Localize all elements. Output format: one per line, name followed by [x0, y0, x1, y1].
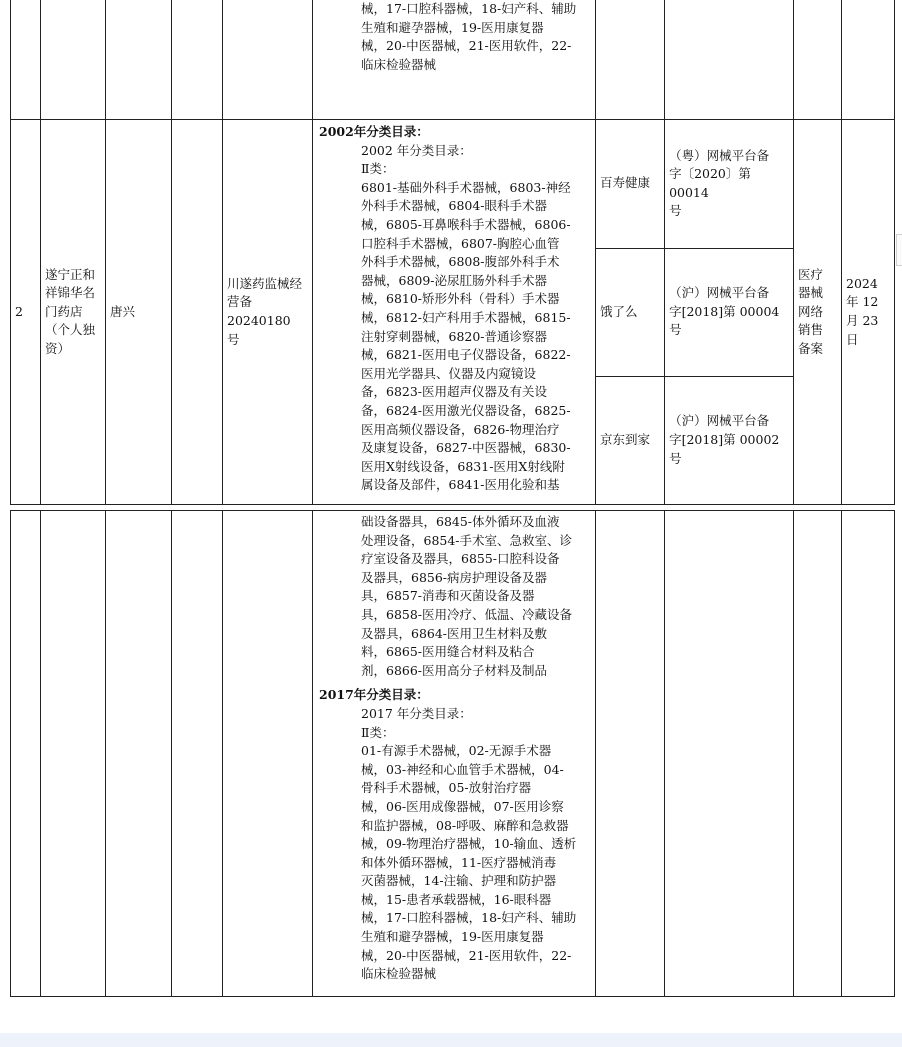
- text-line: 剂，6866-医用高分子材料及制品: [361, 662, 548, 678]
- text-line: 器械: [798, 285, 824, 301]
- record-table-page-1: [10, 0, 895, 505]
- text-line: 械，6805-耳鼻喉科手术器械，6806-: [361, 216, 571, 232]
- license-cell: [223, 511, 313, 997]
- license-number: [227, 275, 308, 349]
- text-line: 营备20240180: [227, 294, 291, 328]
- heading-2002: 2002年分类目录：: [319, 124, 429, 139]
- text-line: 2002 年分类目录：: [361, 142, 472, 158]
- text-line: 号: [669, 203, 682, 219]
- text-line: 日: [846, 331, 859, 347]
- platform-record: [665, 120, 793, 248]
- person-cell: [106, 0, 172, 120]
- platform-row: [596, 248, 793, 376]
- text-line: 医用光学器具、仪器及内窥镜设: [361, 365, 537, 381]
- text-line: 械，17-口腔科器械，18-妇产科、辅助: [361, 1, 577, 16]
- category-lines-2017: [313, 705, 595, 984]
- date-cell: [842, 0, 895, 120]
- text-line: 外科手术器械，6808-腹部外科手术: [361, 254, 560, 270]
- text-line: 销售: [798, 322, 824, 338]
- blank-cell: [172, 511, 223, 997]
- text-line: （粤）网械平台备: [669, 147, 770, 163]
- business-type: [798, 266, 837, 359]
- blank-cell: [172, 120, 223, 505]
- text-line: 器械，6809-泌尿肛肠外科手术器: [361, 272, 548, 288]
- text-line: 字〔2020〕第 00014: [669, 166, 751, 200]
- text-line: 及器具，6856-病房护理设备及器: [361, 569, 548, 585]
- text-line: 具，6858-医用冷疗、低温、冷藏设备: [361, 606, 573, 622]
- category-lines-2002-cont: [313, 513, 595, 680]
- text-line: 础设备器具，6845-体外循环及血液: [361, 514, 560, 529]
- index-cell: [11, 511, 41, 997]
- company-name: [45, 266, 101, 359]
- category-lines-2002: [313, 142, 595, 495]
- index-cell: [11, 0, 41, 120]
- table-row: [11, 120, 895, 505]
- platform-group: [596, 120, 794, 505]
- text-line: 医疗: [798, 266, 824, 282]
- text-line: 生殖和避孕器械，19-医用康复器: [361, 929, 544, 945]
- text-line: 号: [227, 331, 240, 347]
- text-line: 械，09-物理治疗器械，10-输血、透析: [361, 836, 577, 852]
- text-line: 具，6857-消毒和灭菌设备及器: [361, 588, 535, 604]
- text-line: 年 12: [846, 294, 879, 310]
- text-line: 注射穿刺器械，6820-普通诊察器: [361, 328, 548, 344]
- text-line: 及器具，6864-医用卫生材料及敷: [361, 625, 548, 641]
- text-line: 字[2018]第 00002: [669, 431, 780, 447]
- date-cell: [842, 120, 895, 505]
- index-cell: 2: [11, 120, 41, 505]
- platform-record: [665, 376, 793, 504]
- company-cell: [41, 120, 106, 505]
- text-line: 械，6821-医用电子仪器设备，6822-: [361, 347, 571, 363]
- text-line: 疗室设备及器具，6855-口腔科设备: [361, 551, 560, 567]
- text-line: 遂宁正和: [45, 266, 96, 282]
- record-date: [846, 275, 890, 349]
- text-line: 口腔科手术器械，6807-胸腔心血管: [361, 235, 560, 251]
- text-line: 备，6823-医用超声仪器及有关设: [361, 384, 548, 400]
- date-cell: [842, 511, 895, 997]
- text-line: 械，6812-妇产科用手术器械，6815-: [361, 309, 571, 325]
- text-line: 祥锦华名: [45, 285, 96, 301]
- text-line: 械，6810-矫形外科（骨科）手术器: [361, 291, 560, 307]
- text-line: 和体外循环器械，11-医疗器械消毒: [361, 854, 557, 870]
- text-line: 和监护器械，08-呼吸、麻醉和急救器: [361, 817, 569, 833]
- platform-name: 饿了么: [596, 248, 665, 376]
- side-scroll-tab[interactable]: [896, 234, 902, 266]
- text-line: 川遂药监械经: [227, 275, 303, 291]
- footer-band: [0, 1033, 902, 1047]
- text-line: 医用高频仪器设备，6826-物理治疗: [361, 421, 560, 437]
- text-line: 医用X射线设备，6831-医用X射线附: [361, 458, 565, 474]
- text-line: 资）: [45, 340, 71, 356]
- text-line: Ⅱ类：: [361, 161, 395, 177]
- text-line: 处理设备，6854-手术室、急救室、诊: [361, 532, 573, 548]
- platform-cell: [596, 511, 665, 997]
- text-line: 料，6865-医用缝合材料及粘合: [361, 644, 535, 660]
- text-line: 门药店: [45, 303, 83, 319]
- type-cell: [794, 511, 842, 997]
- text-line: Ⅱ类：: [361, 724, 395, 740]
- platform-name: 百寿健康: [596, 120, 665, 248]
- person-cell: [106, 511, 172, 997]
- text-line: 01-有源手术器械，02-无源手术器: [361, 743, 552, 759]
- text-line: 外科手术器械，6804-眼科手术器: [361, 198, 548, 214]
- type-cell: [794, 0, 842, 120]
- text-line: （沪）网械平台备: [669, 285, 770, 301]
- text-line: 临床检验器械: [361, 966, 437, 982]
- text-line: 及康复设备，6827-中医器械，6830-: [361, 440, 571, 456]
- text-line: 号: [669, 450, 682, 466]
- record-cell: [665, 511, 794, 997]
- text-line: 网络: [798, 303, 824, 319]
- blank-cell: [172, 0, 223, 120]
- category-lines: [313, 0, 595, 74]
- platform-row: [596, 376, 793, 504]
- person-cell: 唐兴: [106, 120, 172, 505]
- text-line: 械，15-患者承载器械，16-眼科器: [361, 891, 552, 907]
- platform-subtable: [596, 120, 793, 504]
- record-table-page-2: [10, 510, 895, 997]
- text-line: 2024: [846, 275, 878, 291]
- text-line: 灭菌器械，14-注输、护理和防护器: [361, 873, 557, 889]
- platform-cell: [596, 0, 665, 120]
- text-line: 属设备及部件，6841-医用化验和基: [361, 477, 560, 493]
- platform-row: [596, 120, 793, 248]
- text-line: 备案: [798, 340, 824, 356]
- text-line: （个人独: [45, 322, 96, 338]
- table-row: [11, 0, 895, 120]
- license-cell: [223, 120, 313, 505]
- business-type-cell: [794, 120, 842, 505]
- company-cell: [41, 511, 106, 997]
- text-line: （沪）网械平台备: [669, 413, 770, 429]
- text-line: 字[2018]第 00004: [669, 303, 780, 319]
- platform-name: 京东到家: [596, 376, 665, 504]
- text-line: 械，17-口腔科器械，18-妇产科、辅助: [361, 910, 577, 926]
- text-line: 械，20-中医器械，21-医用软件，22-: [361, 947, 572, 963]
- text-line: 月 23: [846, 313, 879, 328]
- company-cell: [41, 0, 106, 120]
- category-cell: [313, 120, 596, 505]
- text-line: 生殖和避孕器械，19-医用康复器: [361, 19, 544, 35]
- text-line: 6801-基础外科手术器械，6803-神经: [361, 179, 571, 195]
- text-line: 备，6824-医用激光仪器设备，6825-: [361, 402, 571, 418]
- table-row: [11, 511, 895, 997]
- text-line: 2017 年分类目录：: [361, 705, 472, 721]
- text-line: 械，20-中医器械，21-医用软件，22-: [361, 38, 572, 54]
- record-cell: [665, 0, 794, 120]
- text-line: 械，03-神经和心血管手术器械，04-: [361, 761, 564, 777]
- text-line: 骨科手术器械，05-放射治疗器: [361, 780, 532, 796]
- text-line: 械，06-医用成像器械，07-医用诊察: [361, 798, 564, 814]
- category-cell: [313, 0, 596, 120]
- text-line: 临床检验器械: [361, 56, 437, 72]
- platform-record: [665, 248, 793, 376]
- heading-2017: 2017年分类目录：: [319, 687, 429, 703]
- category-cell: [313, 511, 596, 997]
- text-line: 号: [669, 322, 682, 338]
- license-cell: [223, 0, 313, 120]
